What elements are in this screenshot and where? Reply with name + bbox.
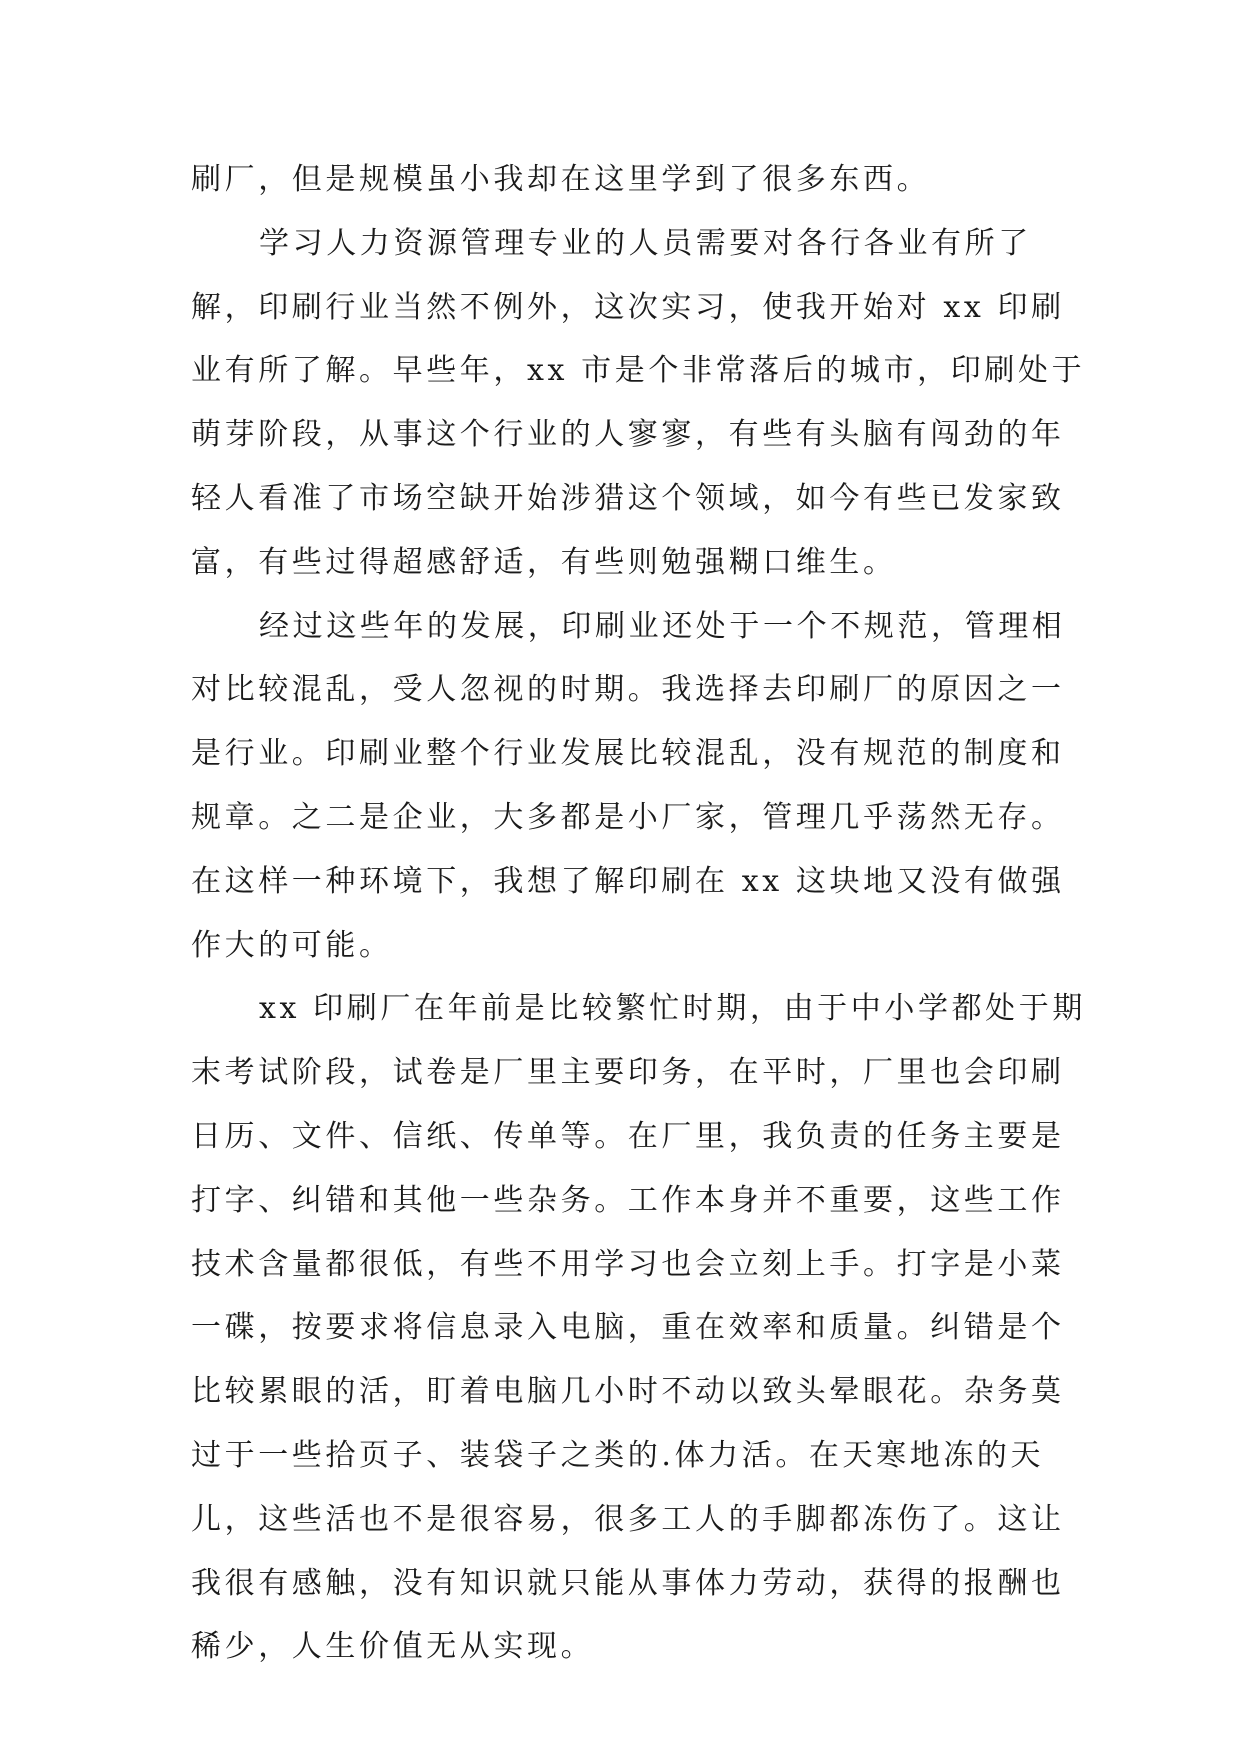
text-line: 规章。之二是企业，大多都是小厂家，管理几乎荡然无存。 [191,799,1065,835]
paragraph-first-line: 学习人力资源管理专业的人员需要对各行各业有所了 [259,225,1032,261]
text-line: 轻人看准了市场空缺开始涉猎这个领域，如今有些已发家致 [191,480,1065,516]
text-line: 业有所了解。早些年，xx 市是个非常落后的城市，印刷处于 [191,353,1086,389]
text-line: 刷厂，但是规模虽小我却在这里学到了很多东西。 [191,162,931,197]
paragraph-first-line: xx 印刷厂在年前是比较繁忙时期，由于中小学都处于期 [259,991,1086,1027]
text-line: 儿，这些活也不是很容易，很多工人的手脚都冻伤了。这让 [191,1501,1065,1537]
text-line: 作大的可能。 [191,927,393,963]
body-text [191,148,1086,1679]
text-line: 在这样一种环境下，我想了解印刷在 xx 这块地又没有做强 [191,863,1065,899]
text-line: 对比较混乱，受人忽视的时期。我选择去印刷厂的原因之一 [191,672,1065,708]
text-line: 富，有些过得超感舒适，有些则勉强糊口维生。 [191,544,897,580]
text-line: 我很有感触，没有知识就只能从事体力劳动，获得的报酬也 [191,1565,1065,1601]
text-line: 稀少，人生价值无从实现。 [191,1629,595,1665]
paragraph-first-line: 经过这些年的发展，印刷业还处于一个不规范，管理相 [259,608,1066,644]
text-line: 是行业。印刷业整个行业发展比较混乱，没有规范的制度和 [191,736,1065,772]
text-line: 打字、纠错和其他一些杂务。工作本身并不重要，这些工作 [191,1182,1065,1218]
text-line: 末考试阶段，试卷是厂里主要印务，在平时，厂里也会印刷 [191,1055,1065,1091]
text-line: 解，印刷行业当然不例外，这次实习，使我开始对 xx 印刷 [191,289,1065,325]
text-line: 萌芽阶段，从事这个行业的人寥寥，有些有头脑有闯劲的年 [191,417,1065,453]
text-line: 比较累眼的活，盯着电脑几小时不动以致头晕眼花。杂务莫 [191,1374,1065,1410]
text-line: 日历、文件、信纸、传单等。在厂里，我负责的任务主要是 [191,1118,1065,1154]
text-line: 过于一些拾页子、装袋子之类的.体力活。在天寒地冻的天 [191,1437,1045,1473]
text-line: 技术含量都很低，有些不用学习也会立刻上手。打字是小菜 [191,1246,1065,1282]
text-line: 一碟，按要求将信息录入电脑，重在效率和质量。纠错是个 [191,1310,1065,1346]
